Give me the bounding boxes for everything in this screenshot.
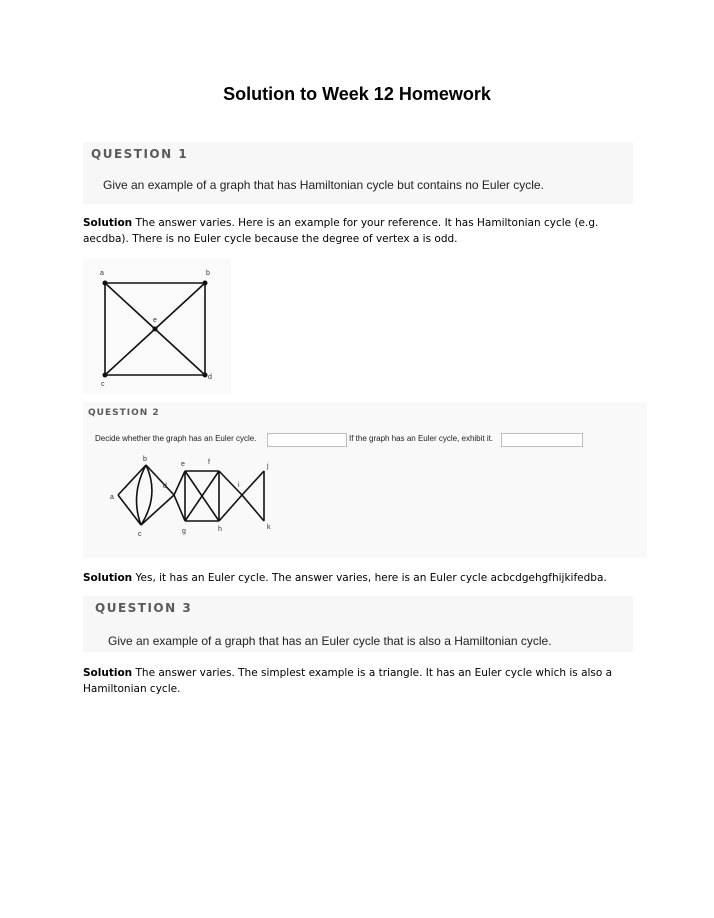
vertex-label-d: d	[163, 483, 167, 490]
question-2-prompt-1: Decide whether the graph has an Euler cycle.	[95, 434, 257, 443]
page-title: Solution to Week 12 Homework	[223, 84, 491, 104]
solution-label: Solution	[83, 217, 133, 229]
vertex-a	[103, 281, 108, 286]
vertex-label-c: c	[138, 531, 142, 538]
solution-label: Solution	[83, 572, 133, 584]
question-3-solution	[83, 665, 623, 697]
vertex-label-k: k	[267, 524, 271, 531]
vertex-label-e: e	[153, 317, 157, 324]
solution-text: The answer varies. Here is an example for your reference. It has Hamiltonian cycle (e.g. aecdba). There is no Euler cycle because the degree of vertex a is odd.	[83, 217, 599, 245]
vertex-label-a: a	[100, 270, 104, 277]
vertex-label-a: a	[110, 494, 114, 501]
vertex-label-e: e	[181, 461, 185, 468]
vertex-label-c: c	[101, 381, 105, 388]
question-2-solution	[83, 570, 643, 586]
vertex-label-g: g	[182, 528, 186, 535]
question-2-heading: QUESTION 2	[88, 408, 160, 418]
question-3-prompt: Give an example of a graph that has an Euler cycle that is also a Hamiltonian cycle.	[108, 634, 552, 648]
question-1-prompt: Give an example of a graph that has Hamiltonian cycle but contains no Euler cycle.	[103, 178, 544, 192]
vertex-label-b: b	[206, 270, 210, 277]
euler-cycle-field[interactable]	[501, 433, 583, 447]
graph-diagram	[83, 258, 231, 394]
vertex-c	[103, 373, 108, 378]
question-1-heading: QUESTION 1	[91, 147, 189, 161]
solution-text: The answer varies. The simplest example is a triangle. It has an Euler cycle which is also a Hamiltonian cycle.	[83, 667, 613, 695]
vertex-label-j: j	[267, 463, 269, 470]
vertex-label-d: d	[208, 374, 212, 381]
vertex-e	[153, 327, 158, 332]
question-1-solution	[83, 215, 623, 247]
vertex-b	[203, 281, 208, 286]
question-3-box	[83, 596, 633, 652]
solution-text: Yes, it has an Euler cycle. The answer varies, here is an Euler cycle acbcdgehgfhijkifedba.	[132, 572, 607, 584]
solution-label: Solution	[83, 667, 133, 679]
question-1-box	[83, 142, 633, 204]
euler-answer-field[interactable]	[267, 433, 347, 447]
vertex-label-b: b	[143, 456, 147, 463]
vertex-label-h: h	[218, 526, 222, 533]
vertex-label-i: i	[238, 482, 240, 489]
question-1-figure	[83, 258, 231, 394]
question-2-box	[83, 402, 647, 558]
question-3-heading: QUESTION 3	[95, 601, 193, 615]
graph-diagram	[105, 454, 305, 554]
vertex-label-f: f	[208, 459, 210, 466]
vertex-d	[203, 373, 208, 378]
question-2-prompt-2: If the graph has an Euler cycle, exhibit it.	[349, 434, 494, 443]
